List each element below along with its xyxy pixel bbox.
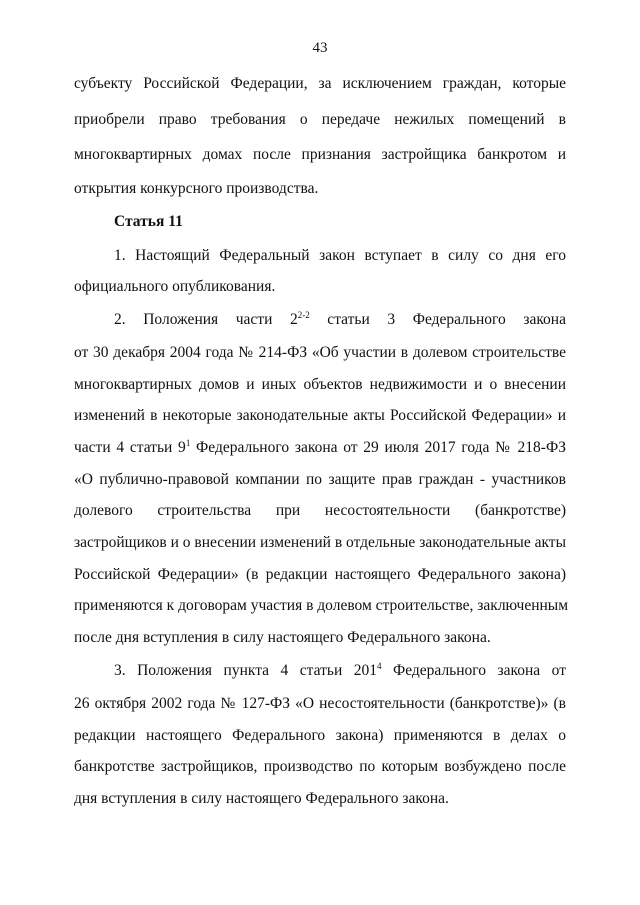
intro-line: субъекту Российской Федерации, за исключением граждан, которые [74, 75, 566, 92]
paragraph-2-line: застройщиков и о внесении изменений в отдельные законодательные акты [74, 534, 566, 551]
paragraph-2-line: многоквартирных домов и иных объектов недвижимости и о внесении [74, 376, 566, 393]
text-run: статьи 3 Федерального закона [309, 311, 566, 328]
text-run: 2. Положения части 2 [114, 311, 298, 328]
paragraph-1-line: официального опубликования. [74, 278, 276, 295]
superscript: 4 [377, 661, 382, 671]
paragraph-2-line: после дня вступления в силу настоящего Федерального закона. [74, 629, 491, 646]
text-run: части 4 статьи 9 [74, 439, 186, 456]
intro-line: приобрели право требования о передаче нежилых помещений в [74, 111, 566, 128]
paragraph-3-line: редакции настоящего Федерального закона) применяются в делах о [74, 727, 566, 744]
article-title: Статья 11 [114, 213, 183, 230]
text-run: 3. Положения пункта 4 статьи 201 [114, 662, 377, 679]
text-run: Федерального закона от [381, 662, 566, 679]
intro-line: многоквартирных домах после признания застройщика банкротом и [74, 146, 566, 163]
paragraph-2-line: применяются к договорам участия в долевом строительстве, заключенным [74, 597, 569, 614]
text-run: Федерального закона от 29 июля 2017 года № 218-ФЗ [190, 439, 566, 456]
page-number: 43 [312, 40, 328, 56]
superscript: 2-2 [297, 310, 310, 320]
paragraph-2-line [74, 438, 566, 458]
superscript: 1 [185, 438, 191, 448]
paragraph-3-line: банкротстве застройщиков, производство по которым возбуждено после [74, 758, 566, 775]
paragraph-3-line: дня вступления в силу настоящего Федерального закона. [74, 790, 449, 807]
intro-line: открытия конкурсного производства. [74, 180, 319, 197]
paragraph-2-line: от 30 декабря 2004 года № 214-ФЗ «Об участии в долевом строительстве [74, 344, 566, 361]
paragraph-2-line [114, 310, 566, 330]
paragraph-3-line [114, 661, 566, 681]
paragraph-1-line: 1. Настоящий Федеральный закон вступает в силу со дня его [114, 247, 566, 264]
paragraph-2-line: «О публично-правовой компании по защите прав граждан - участников [74, 471, 566, 488]
paragraph-3-line: 26 октября 2002 года № 127-ФЗ «О несостоятельности (банкротстве)» (в [74, 695, 566, 712]
paragraph-2-line: Российской Федерации» (в редакции настоящего Федерального закона) [74, 566, 566, 583]
paragraph-2-line: изменений в некоторые законодательные акты Российской Федерации» и [74, 407, 566, 424]
paragraph-2-line: долевого строительства при несостоятельности (банкротстве) [74, 502, 566, 519]
